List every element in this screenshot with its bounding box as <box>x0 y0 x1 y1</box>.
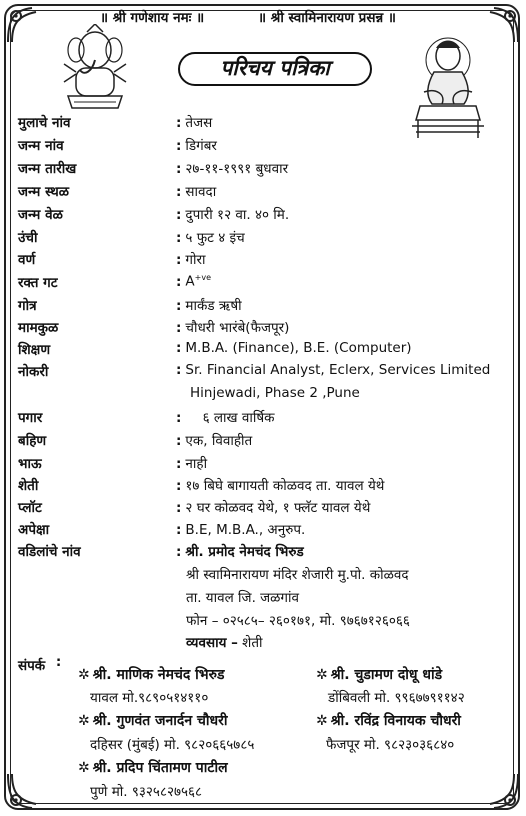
detail-label: रक्त गट <box>18 275 58 291</box>
detail-label: मुलाचे नांव <box>18 115 71 131</box>
detail-value: चौधरी भारंबे(फैजपूर) <box>185 320 290 336</box>
detail-value: एक, विवाहीत <box>185 433 253 449</box>
detail-value: १७ बिघे बागायती कोळवद ता. यावल येथे <box>185 478 385 494</box>
ganesha-icon <box>54 24 136 110</box>
detail-value: डिगंबर <box>185 138 217 154</box>
detail-label: मामकुळ <box>18 320 59 336</box>
contact-heading <box>18 656 61 674</box>
detail-label: पगार <box>18 410 43 426</box>
detail-value: गोरा <box>185 252 206 268</box>
detail-value: ५ फुट ४ इंच <box>185 230 245 246</box>
asterisk-bullet-icon: ✲ <box>78 760 90 776</box>
detail-label: जन्म स्थळ <box>18 184 69 200</box>
biodata-card: ॥ श्री गणेशाय नमः ॥ ॥ श्री स्वामिनारायण प्रसन्न ॥ परिचय पत्रिका मुलाचे नांव : तेजस जन्म नांव : डिगंबर जन्म तारीख : २७-११-१९९१ बुधवार जन्म स्थळ : सावदा जन्म वेळ : दुपारी १२ वा. ४० मि. उंची : ५ फुट ४ इंच वर्ण : गोरा रक्त गट : $A^{+ve}$ गोत्र : मार्कंड ऋषी मामकुळ : चौधरी भारंबे(फैजपूर) शिक्षण : M.B.A. (Finance), B.E. (Computer) नोकरी : Sr. Financial Analyst, Eclerx, Services Limited Hinjewadi, Phase 2 ,Pune पगार : ६ लाख वार्षिक बहिण : एक, विवाहीत भाऊ : नाही शेती : १७ बिघे बागायती कोळवद ता. यावल येथे प्लॉट : २ घर कोळवद येथे, १ फ्लॅट यावल येथे अपेक्षा : B.E, M.B.A., अनुरुप. वडिलांचे नांव : श्री. प्रमोद नेमचंद भिरुड श्री स्वामिनारायण मंदिर शेजारी मु.पो. कोळवद ता. यावल जि. जळगांव फोन – ०२५८५– २६०१७१, मो. ९७६७१२६०६६ व्यवसाय – शेती संपर्क : ✲ श्री. माणिक नेमचंद भिरुड यावल मो.९८९०५१४११० ✲ श्री. चुडामण दोधू धांडे डोंबिवली मो. ९९६७७९११४२ ✲ श्री. गुणवंत जनार्दन चौधरी दहिसर (मुंबई) मो. ९८२०६६५७८५ ✲ श्री. रविंद्र विनायक चौधरी फैजपूर मो. ९८२३०३६८४० ✲ श्री. प्रदिप चिंतामण पाटील पुणे मो. ९३२५८२७५६८ <box>0 0 526 816</box>
detail-value: सावदा <box>185 184 217 200</box>
detail-value: नाही <box>185 456 208 472</box>
detail-value: दुपारी १२ वा. ४० मि. <box>185 207 290 223</box>
swaminarayan-icon <box>406 34 490 140</box>
contact-person-name: ✲ श्री. रविंद्र विनायक चौधरी <box>316 713 461 729</box>
contact-label: संपर्क <box>18 658 46 674</box>
father-address-line1: श्री स्वामिनारायण मंदिर शेजारी मु.पो. कोळवद <box>186 567 409 583</box>
occupation-label: व्यवसाय – <box>186 635 238 651</box>
detail-label: प्लॉट <box>18 500 42 516</box>
detail-label: गोत्र <box>18 298 37 314</box>
detail-label: जन्म नांव <box>18 138 64 154</box>
detail-value: Sr. Financial Analyst, Eclerx, Services Limited <box>185 362 491 378</box>
contact-person-name: ✲ श्री. गुणवंत जनार्दन चौधरी <box>78 713 228 729</box>
ornament-corner-icon <box>478 768 524 814</box>
contact-person-name: ✲ श्री. चुडामण दोधू धांडे <box>316 667 443 683</box>
detail-label: बहिण <box>18 433 47 449</box>
ornament-corner-icon <box>2 768 48 814</box>
detail-value: २७-११-१९९१ बुधवार <box>185 161 289 177</box>
occupation-value: शेती <box>242 635 263 651</box>
detail-value: M.B.A. (Finance), B.E. (Computer) <box>185 340 412 356</box>
detail-value: B.E, M.B.A., अनुरुप. <box>185 522 306 538</box>
header-invocation-right: ॥ श्री स्वामिनारायण प्रसन्न ॥ <box>258 10 396 26</box>
contact-person-address: दहिसर (मुंबई) मो. ९८२०६६५७८५ <box>90 737 255 753</box>
father-phone: फोन – ०२५८५– २६०१७१, मो. ९७६७१२६०६६ <box>186 613 410 629</box>
detail-value-sup: +ve <box>194 273 212 282</box>
detail-label: वडिलांचे नांव <box>18 544 81 560</box>
detail-value: ६ लाख वार्षिक <box>202 410 275 426</box>
detail-label: वर्ण <box>18 252 36 268</box>
detail-value-line2: Hinjewadi, Phase 2 ,Pune <box>190 385 360 401</box>
ornament-corner-icon <box>2 2 48 48</box>
father-name: श्री. प्रमोद नेमचंद भिरुड <box>185 544 304 560</box>
detail-value: A <box>185 273 195 290</box>
asterisk-bullet-icon: ✲ <box>316 713 328 729</box>
detail-label: जन्म तारीख <box>18 161 77 177</box>
asterisk-bullet-icon: ✲ <box>316 667 328 683</box>
contact-person-name: ✲ श्री. प्रदिप चिंतामण पाटील <box>78 760 228 776</box>
detail-value: २ घर कोळवद येथे, १ फ्लॅट यावल येथे <box>185 500 371 516</box>
contact-person-address: पुणे मो. ९३२५८२७५६८ <box>90 784 203 800</box>
asterisk-bullet-icon: ✲ <box>78 713 90 729</box>
asterisk-bullet-icon: ✲ <box>78 667 90 683</box>
page-title: परिचय पत्रिका <box>178 52 372 86</box>
detail-value: मार्कंड ऋषी <box>185 298 242 314</box>
detail-label: उंची <box>18 230 38 246</box>
contact-person-address: फैजपूर मो. ९८२३०३६८४० <box>326 737 455 753</box>
contact-person-address: डोंबिवली मो. ९९६७७९११४२ <box>328 690 465 706</box>
detail-label: नोकरी <box>18 364 49 380</box>
detail-value: तेजस <box>185 115 213 131</box>
detail-label: शिक्षण <box>18 342 51 358</box>
father-occupation <box>186 633 263 651</box>
detail-label: अपेक्षा <box>18 522 50 538</box>
father-address-line2: ता. यावल जि. जळगांव <box>186 590 300 606</box>
detail-label: भाऊ <box>18 456 42 472</box>
detail-label: जन्म वेळ <box>18 207 63 223</box>
contact-person-name: ✲ श्री. माणिक नेमचंद भिरुड <box>78 667 225 683</box>
contact-person-address: यावल मो.९८९०५१४११० <box>90 690 209 706</box>
contact-colon: : <box>55 654 62 670</box>
header-invocation-left: ॥ श्री गणेशाय नमः ॥ <box>100 10 205 26</box>
detail-label: शेती <box>18 478 39 494</box>
